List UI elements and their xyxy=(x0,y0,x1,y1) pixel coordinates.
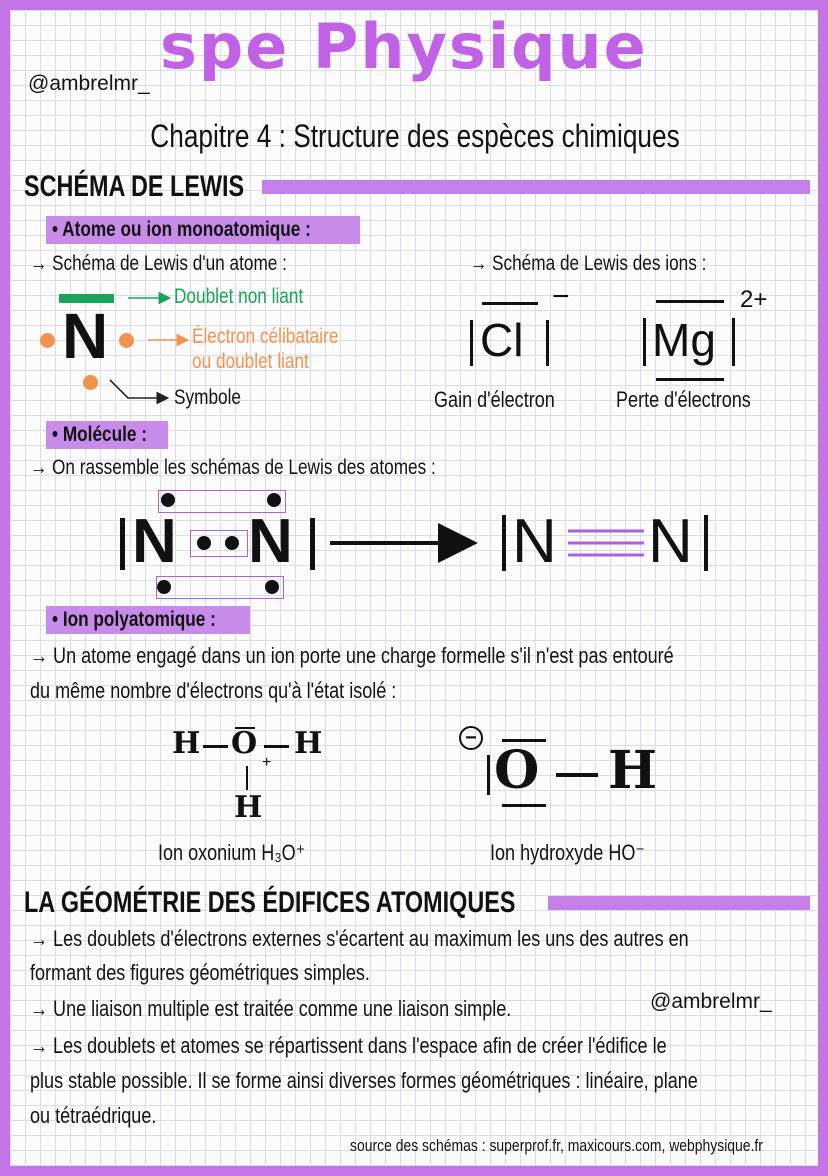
atom-lewis-intro: → Schéma de Lewis d'un atome : xyxy=(30,252,287,275)
geometry-p2: → Une liaison multiple est traitée comme une liaison simple. xyxy=(30,996,512,1021)
magnesium-charge: 2+ xyxy=(740,286,768,313)
hydroxyde-o: O xyxy=(494,740,540,801)
chapter-title: Chapitre 4 : Structure des espèces chimiques xyxy=(150,118,680,154)
oxonium-h-left: H xyxy=(172,726,201,761)
geometry-p1-line1: → Les doublets d'électrons externes s'écartent au maximum les uns des autres en xyxy=(30,926,689,951)
geometry-p3-line2: plus stable possible. Il se forme ainsi diverses formes géométriques : linéaire, plane xyxy=(30,1068,698,1093)
molecule-intro: → On rassemble les schémas de Lewis des atomes : xyxy=(30,456,436,479)
ions-lewis-intro: → Schéma de Lewis des ions : xyxy=(470,252,707,275)
bullet-molecule: • Molécule : xyxy=(52,423,148,446)
author-handle-top: @ambrelmr_ xyxy=(28,72,150,95)
hydroxyde-caption: Ion hydroxyde HO⁻ xyxy=(490,840,645,865)
polyatomic-text-1: → Un atome engagé dans un ion porte une charge formelle s'il n'est pas entouré xyxy=(30,643,674,668)
label-electron-celibataire: Électron célibataire xyxy=(192,325,339,348)
bar-n2-right xyxy=(704,515,708,571)
oxonium-caption: Ion oxonium H₃O⁺ xyxy=(158,840,306,865)
minus-circle xyxy=(459,726,483,750)
geometry-p3-line3: ou tétraédrique. xyxy=(30,1103,157,1128)
dinitrogen-right: N xyxy=(648,507,693,576)
hydroxyde-o-bar-bottom xyxy=(502,804,546,807)
hydroxyde-minus: − xyxy=(465,727,477,749)
page-title: spe Physique xyxy=(160,10,648,83)
label-doublet-non-liant: Doublet non liant xyxy=(174,285,304,308)
oxonium-h-right: H xyxy=(294,726,323,761)
nitrogen-left: N xyxy=(132,507,177,576)
bar-n2-left xyxy=(502,515,506,571)
oxonium-h-bottom: H xyxy=(234,790,263,825)
oxonium-bond-right xyxy=(264,745,289,748)
oxonium-bond-left xyxy=(203,745,228,748)
hydroxyde-bond xyxy=(556,773,598,777)
section-heading-lewis: SCHÉMA DE LEWIS xyxy=(24,170,245,203)
nitrogen-right: N xyxy=(248,507,293,576)
author-handle-mid: @ambrelmr_ xyxy=(650,990,772,1013)
oxonium-plus: + xyxy=(262,754,272,771)
hydroxyde-h: H xyxy=(608,740,658,801)
bullet-atom: • Atome ou ion monoatomique : xyxy=(52,218,311,241)
dinitrogen-left: N xyxy=(512,507,557,576)
magnesium-symbol: Mg xyxy=(652,314,716,366)
chlorine-charge: − xyxy=(552,280,570,313)
geometry-p3-line1: → Les doublets et atomes se répartissent dans l'espace afin de créer l'édifice le xyxy=(30,1033,667,1058)
nitrogen-symbol: N xyxy=(62,300,109,372)
chlorine-caption: Gain d'électron xyxy=(434,387,555,412)
source-credit: source des schémas : superprof.fr, maxicours.com, webphysique.fr xyxy=(350,1136,763,1155)
section-bar xyxy=(548,896,810,910)
geometry-p1-line2: formant des figures géométriques simples. xyxy=(30,960,370,985)
polyatomic-text-2: du même nombre d'électrons qu'à l'état isolé : xyxy=(30,678,397,703)
section-heading-geometry: LA GÉOMÉTRIE DES ÉDIFICES ATOMIQUES xyxy=(24,886,516,919)
chlorine-symbol: Cl xyxy=(480,314,524,366)
oxonium-bond-down xyxy=(246,766,248,790)
label-doublet-liant: ou doublet liant xyxy=(192,350,309,373)
hydroxyde-o-bar-left xyxy=(487,755,490,795)
oxonium-o: O xyxy=(231,726,258,761)
bullet-polyatomic: • Ion polyatomique : xyxy=(52,608,216,631)
magnesium-caption: Perte d'électrons xyxy=(616,387,751,412)
label-symbole: Symbole xyxy=(174,386,241,409)
